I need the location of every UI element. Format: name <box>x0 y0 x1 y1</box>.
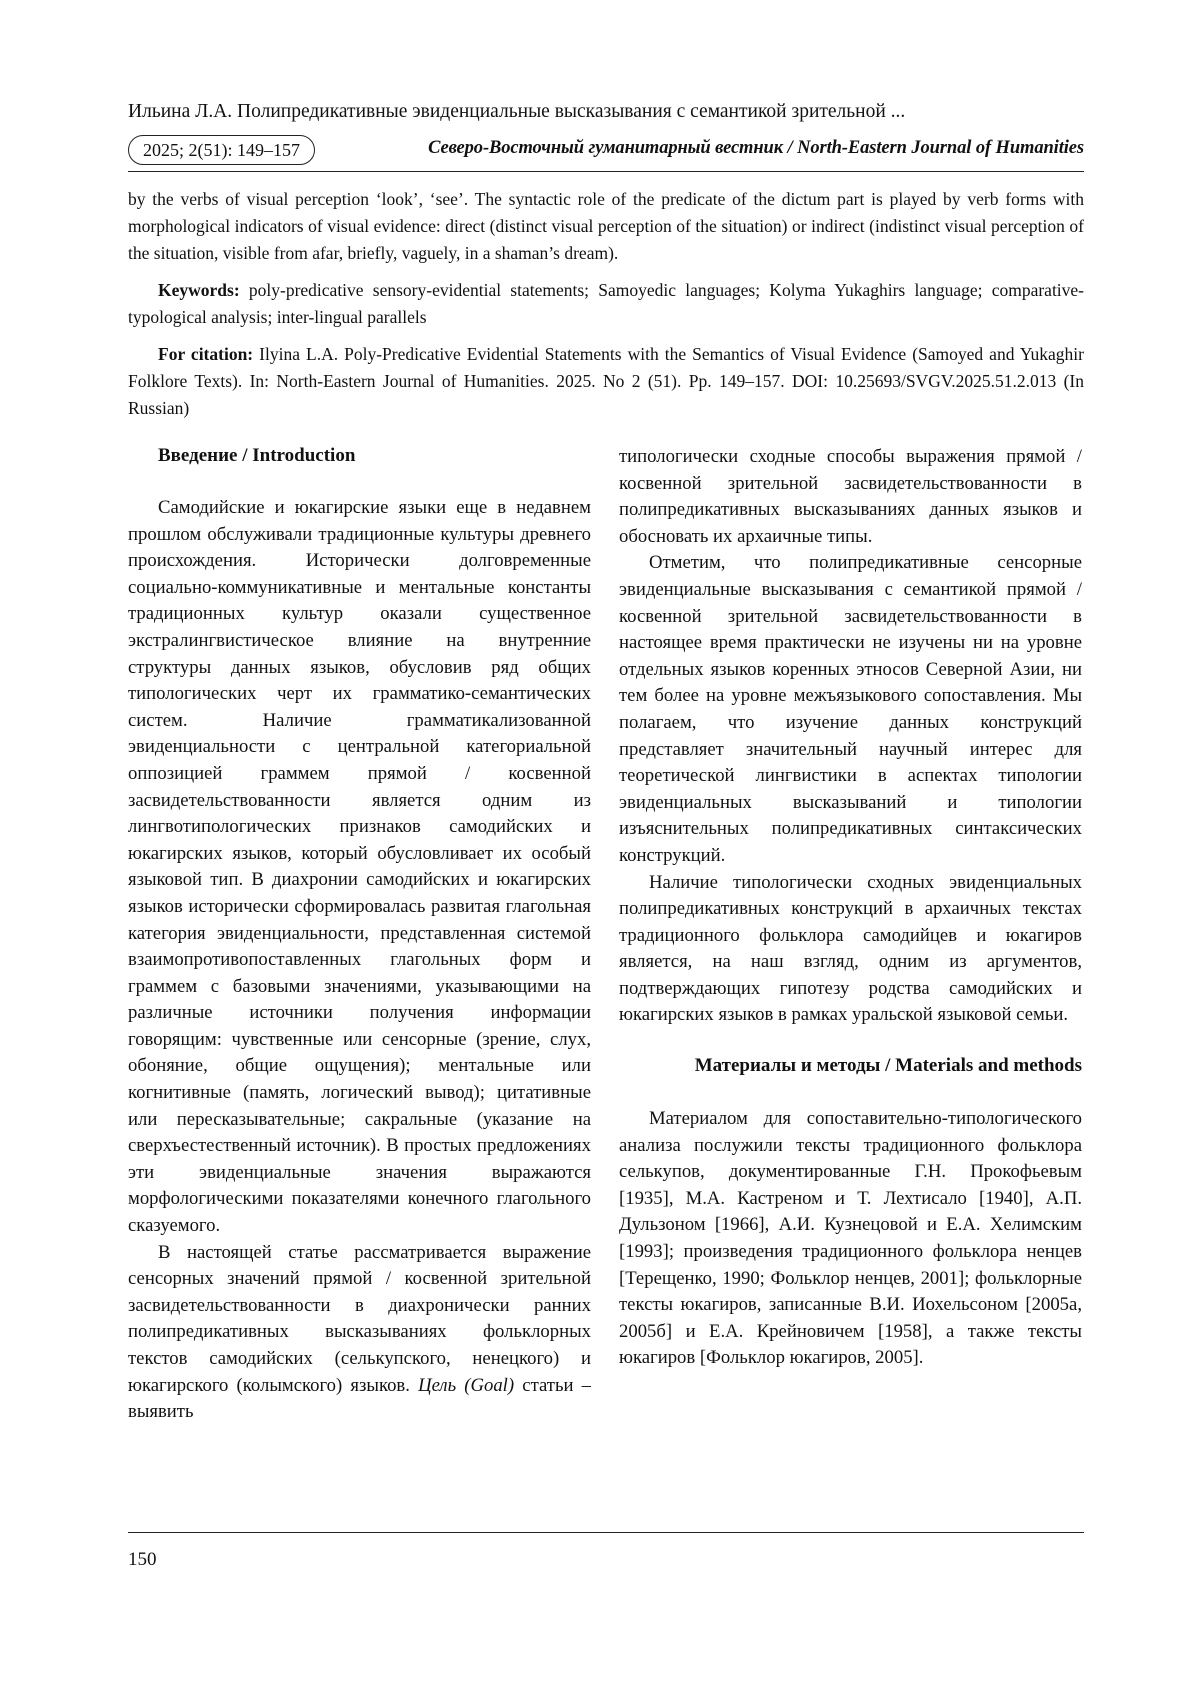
keywords <box>128 277 1084 331</box>
issue-row <box>128 135 1084 171</box>
keywords-text: poly-predicative sensory-evidential statements; Samoyedic languages; Kolyma Yukaghirs language; comparative-typological analysis; inter-lingual parallels <box>128 280 1085 327</box>
citation-text: Ilyina L.A. Poly-Predicative Evidential Statements with the Semantics of Visual Evidence (Samoyed and Yukaghir Folklore Texts). In: North-Eastern Journal of Humanities. 2025. No 2 (51). Pp. 149–157. DOI: 10.25693/SVGV.2025.51.2.013 (In Russian) <box>128 344 1084 418</box>
citation <box>128 341 1084 422</box>
header-rule <box>128 171 1084 172</box>
methods-heading: Материалы и методы / Materials and methods <box>694 1055 1082 1077</box>
right-paragraph-2: Отметим, что полипредикативные сенсорные эвиденциальные высказывания с семантикой прямой / косвенной зрительной засвидетельствованности в настоящее время практически не изучены ни на уровне отдельных языков коренных этносов Северной Азии, ни тем более на уровне межъязыкового сопоставления. Мы полагаем, что изучение данных конструкций представляет значительный научный интерес для теоретической лингвистики в аспектах типологии эвиденциальных высказываний и типологии изъяснительных полипредикативных синтаксических конструкций. <box>619 552 1082 866</box>
intro-paragraph-2-start: В настоящей статье рассматривается выражение сенсорных значений прямой / косвенной зрительной засвидетельствованности в диахронически ранних полипредикативных высказываниях фольклорных текстов самодийских (селькупского, ненецкого) и юкагирского (колымского) языков. <box>128 1241 591 1396</box>
abstract-text: by the verbs of visual perception ‘look’, ‘see’. The syntactic role of the predicate of the dictum part is played by verb forms with morphological indicators of visual evidence: direct (distinct visual perception of the situation) or indirect (indistinct visual perception of the situation, visible from afar, briefly, vaguely, in a shaman’s dream). <box>128 189 1084 263</box>
intro-paragraph-1: Самодийские и юкагирские языки еще в недавнем прошлом обслуживали традиционные культуры древнего происхождения. Исторически долговременные социально-коммуникативные и ментальные константы традиционных культур оказали существенное экстралингвистическое влияние на внутренние структуры данных языков, обусловив ряд общих типологических черт их грамматико-семантических систем. Наличие грамматикализованной эвиденциальности с центральной категориальной оппозицией граммем прямой / косвенной засвидетельствованности является одним из лингвотипологических признаков самодийских и юкагирских языков, который обусловливает их особый языковой тип. В диахронии самодийских и юкагирских языков исторически сформировалась развитая глагольная категория эвиденциальности, представленная системой взаимопротивопоставленных глагольных форм и граммем с базовыми значениями, указывающими на различные источники получения информации говорящим: чувственные или сенсорные (зрение, слух, обоняние, общие ощущения); ментальные или когнитивные (память, логический вывод); цитативные или пересказывательные; сакральные (указание на сверхъестественный источник). В простых предложениях эти эвиденциальные значения выражаются морфологическими показателями конечного глагольного сказуемого. <box>128 497 591 1237</box>
left-column <box>128 443 591 1426</box>
goal-term: Цель (Goal) <box>418 1374 515 1396</box>
abstract-block <box>128 186 1084 422</box>
keywords-label: Keywords: <box>158 280 240 300</box>
running-title: Ильина Л.А. Полипредикативные эвиденциальные высказывания с семантикой зрительной ... <box>128 101 906 122</box>
right-paragraph-1: типологически сходные способы выражения прямой / косвенной зрительной засвидетельствованности в полипредикативных высказываниях данных языков и обосновать их архаичные типы. <box>619 446 1082 547</box>
intro-heading: Введение / Introduction <box>158 445 356 466</box>
citation-label: For citation: <box>158 344 254 364</box>
intro-paragraph-2 <box>128 1240 591 1426</box>
page-number: 150 <box>128 1549 157 1570</box>
intro-paragraph-2-end: статьи – выявить <box>128 1374 591 1423</box>
right-paragraph-3: Наличие типологически сходных эвиденциальных полипредикативных конструкций в архаичных текстах традиционного фольклора самодийцев и юкагиров является, на наш взгляд, одним из аргументов, подтверждающих гипотезу родства самодийских и юкагирских языков в рамках уральской языковой семьи. <box>619 871 1082 1026</box>
footer-rule <box>128 1532 1084 1533</box>
right-column <box>619 444 1082 1372</box>
issue-badge: 2025; 2(51): 149–157 <box>128 135 315 165</box>
methods-paragraph-1: Материалом для сопоставительно-типологического анализа послужили тексты традиционного фольклора селькупов, документированные Г.Н. Прокофьевым [1935], М.А. Кастреном и Т. Лехтисало [1940], А.П. Дульзоном [1966], А.И. Кузнецовой и Е.А. Хелимским [1993]; произведения традиционного фольклора ненцев [Терещенко, 1990; Фольклор ненцев, 2001]; фольклорные тексты юкагиров, записанные В.И. Иохельсоном [2005а, 2005б] и Е.А. Крейновичем [1958], а также тексты юкагиров [Фольклор юкагиров, 2005]. <box>619 1108 1082 1369</box>
journal-title: Северо-Восточный гуманитарный вестник / North-Eastern Journal of Humanities <box>428 138 1084 158</box>
